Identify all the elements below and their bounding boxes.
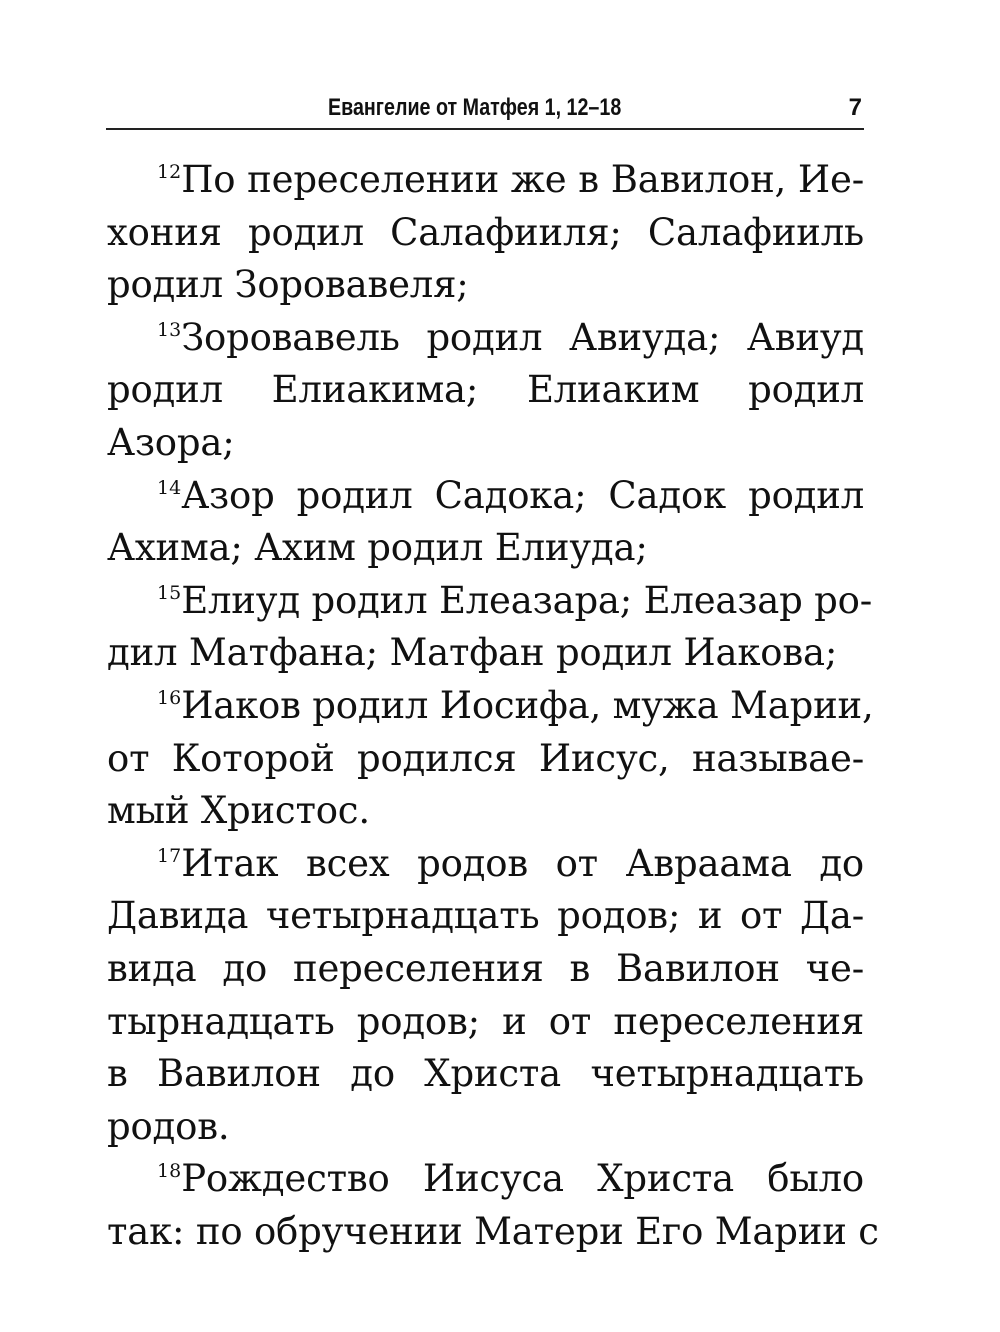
verse-line: $^{13}$Зоровавель родил Авиуда; Авиуд (157, 315, 864, 359)
verse-number: 12 (157, 161, 182, 183)
verse-number: 16 (157, 686, 182, 709)
running-title: Евангелие от Матфея 1, 12–18 (328, 94, 622, 121)
verse-line: Азора; (107, 420, 235, 464)
verse-number: 18 (157, 1160, 182, 1183)
verse-number: 14 (157, 476, 182, 499)
verse-line: $^{15}$Елиуд родил Елеазара; Елеазар ро- (157, 578, 873, 622)
verse-line: Ахима; Ахим родил Елиуда; (107, 526, 648, 570)
scripture-text (107, 154, 879, 1258)
verse-number: 15 (157, 581, 182, 604)
verse-number: 13 (157, 318, 182, 341)
verse-line: в Вавилон до Христа четырнадцать (107, 1052, 864, 1096)
verse-line: дил Матфана; Матфан родил Иакова; (107, 631, 838, 675)
verse-line: родил Зоровавеля; (107, 263, 469, 307)
verse-line: $^{17}$Итак всех родов от Авраама до (157, 841, 864, 885)
verse-line: так: по обручении Матери Его Марии с (107, 1209, 879, 1253)
page-number: 7 (848, 94, 862, 121)
verse-line: $^{18}$Рождество Иисуса Христа было (157, 1157, 864, 1201)
running-header (106, 88, 864, 130)
verse-line: $^{16}$Иаков родил Иосифа, мужа Марии, (157, 683, 874, 727)
verse-line: хония родил Салафииля; Салафииль (107, 210, 864, 254)
verse-line: родил Елиакима; Елиаким родил (107, 368, 864, 412)
verse-line: тырнадцать родов; и от переселения (107, 999, 864, 1043)
verse-line: $^{14}$Азор родил Садока; Садок родил (157, 473, 864, 517)
verse-line: мый Христос. (107, 789, 370, 833)
verse-line: родов. (107, 1104, 230, 1148)
verse-line: $^{12}$По переселении же в Вавилон, Ие- (157, 158, 864, 201)
verse-line: от Которой родился Иисус, называе- (107, 736, 864, 780)
verse-line: Давида четырнадцать родов; и от Да- (107, 894, 864, 938)
verse-number: 17 (157, 844, 182, 867)
verse-line: вида до переселения в Вавилон че- (107, 946, 864, 990)
